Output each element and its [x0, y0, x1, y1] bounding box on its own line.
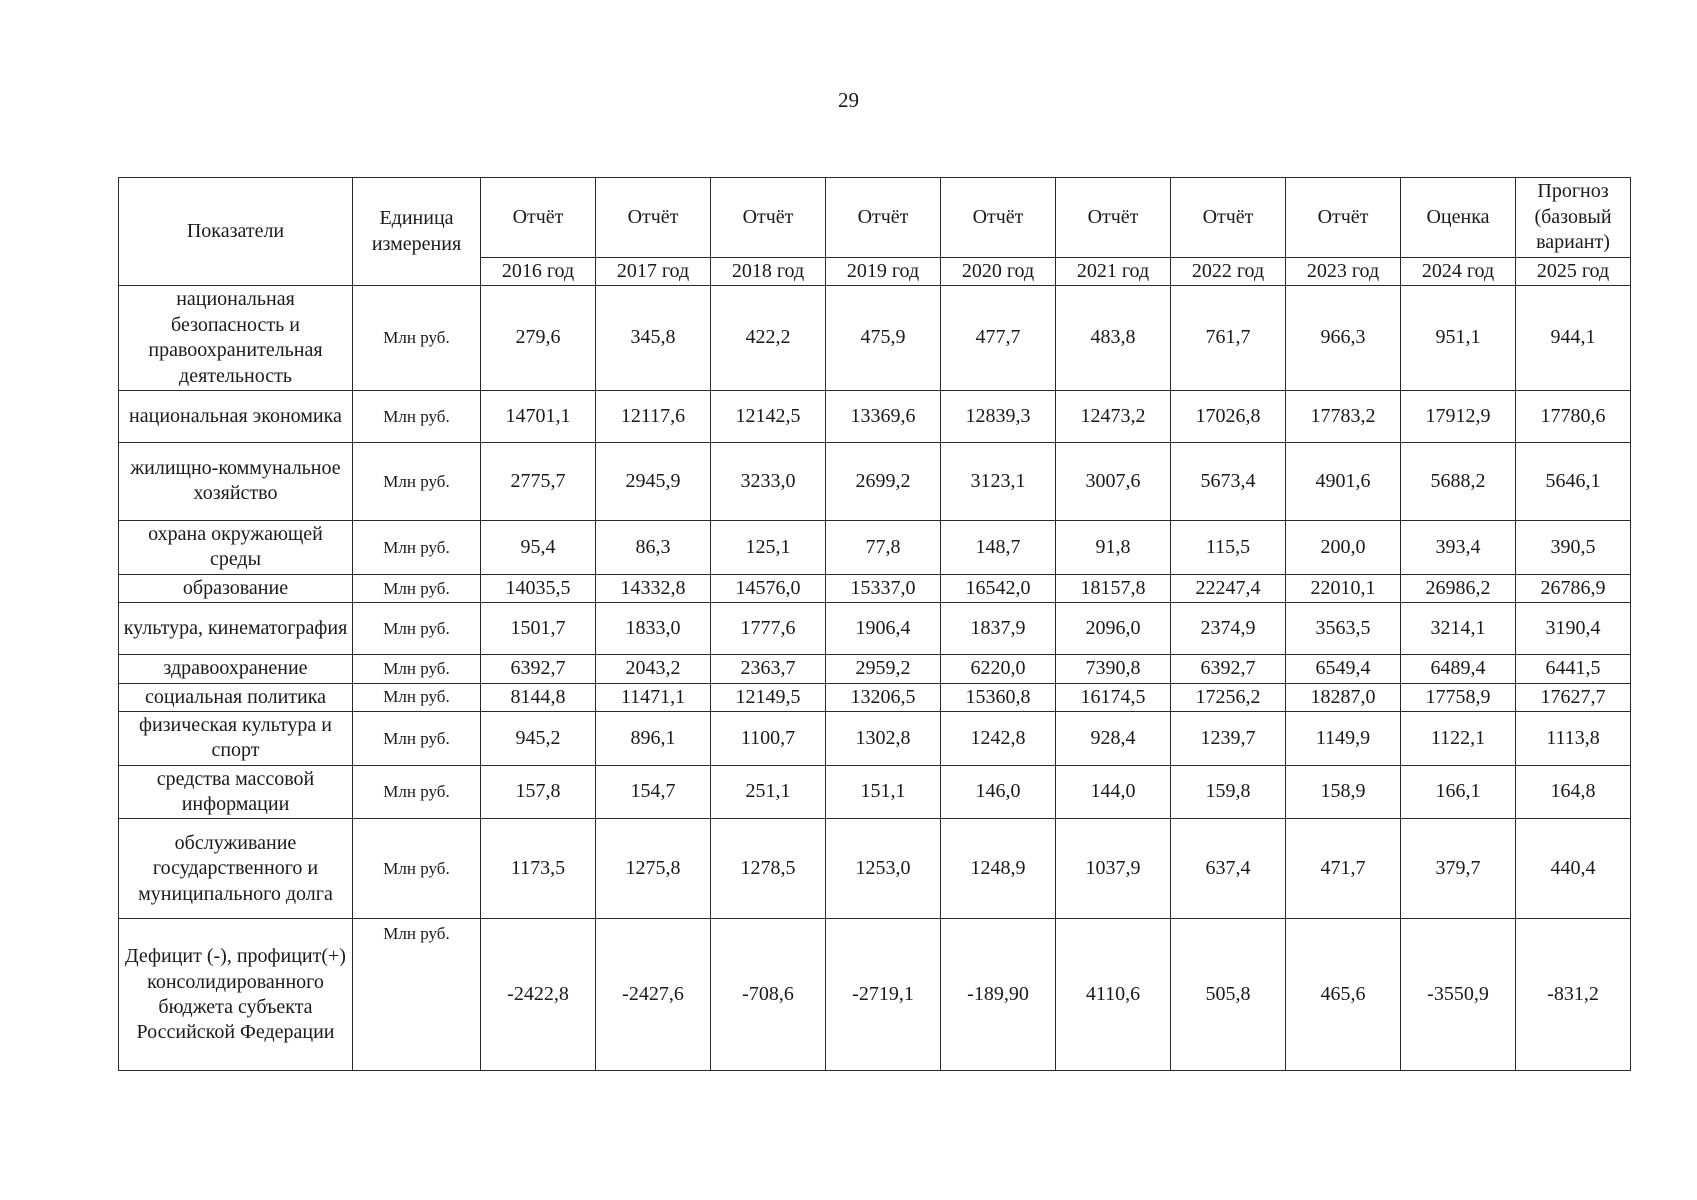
column-year-2016: 2016 год [481, 258, 596, 286]
value-cell: 1837,9 [941, 603, 1056, 655]
value-cell: 18157,8 [1056, 574, 1171, 602]
value-cell: 77,8 [826, 520, 941, 574]
value-cell: 6549,4 [1286, 655, 1401, 683]
value-cell: 17912,9 [1401, 390, 1516, 442]
value-cell: 125,1 [711, 520, 826, 574]
row-unit: Млн руб. [353, 390, 481, 442]
value-cell: 440,4 [1516, 819, 1631, 919]
value-cell: -2427,6 [596, 919, 711, 1071]
value-cell: 5673,4 [1171, 442, 1286, 520]
row-unit: Млн руб. [353, 683, 481, 711]
value-cell: 1253,0 [826, 819, 941, 919]
value-cell: 390,5 [1516, 520, 1631, 574]
value-cell: 4110,6 [1056, 919, 1171, 1071]
value-cell: 1501,7 [481, 603, 596, 655]
budget-expenditure-table [118, 177, 1631, 1071]
table-row [119, 819, 1631, 919]
value-cell: 17026,8 [1171, 390, 1286, 442]
value-cell: 2043,2 [596, 655, 711, 683]
value-cell: 944,1 [1516, 286, 1631, 391]
row-label: Дефицит (-), профицит(+) консолидированного бюджета субъекта Российской Федерации [119, 919, 353, 1071]
table-row [119, 711, 1631, 765]
value-cell: 505,8 [1171, 919, 1286, 1071]
column-year-2017: 2017 год [596, 258, 711, 286]
value-cell: 2374,9 [1171, 603, 1286, 655]
value-cell: 966,3 [1286, 286, 1401, 391]
value-cell: -2422,8 [481, 919, 596, 1071]
value-cell: 16174,5 [1056, 683, 1171, 711]
indicator-column-header: Показатели [119, 178, 353, 286]
value-cell: 3007,6 [1056, 442, 1171, 520]
value-cell: 3563,5 [1286, 603, 1401, 655]
row-unit: Млн руб. [353, 286, 481, 391]
value-cell: 17758,9 [1401, 683, 1516, 711]
value-cell: 6489,4 [1401, 655, 1516, 683]
column-year-2024: 2024 год [1401, 258, 1516, 286]
value-cell: 951,1 [1401, 286, 1516, 391]
value-cell: 1239,7 [1171, 711, 1286, 765]
value-cell: 144,0 [1056, 765, 1171, 819]
value-cell: 14576,0 [711, 574, 826, 602]
table-row [119, 919, 1631, 1071]
value-cell: 15337,0 [826, 574, 941, 602]
value-cell: 3214,1 [1401, 603, 1516, 655]
value-cell: 115,5 [1171, 520, 1286, 574]
value-cell: 12142,5 [711, 390, 826, 442]
value-cell: 164,8 [1516, 765, 1631, 819]
row-unit: Млн руб. [353, 711, 481, 765]
table-row [119, 683, 1631, 711]
value-cell: 1113,8 [1516, 711, 1631, 765]
value-cell: 14035,5 [481, 574, 596, 602]
row-unit: Млн руб. [353, 574, 481, 602]
row-unit: Млн руб. [353, 919, 481, 1071]
row-label: образование [119, 574, 353, 602]
value-cell: 1173,5 [481, 819, 596, 919]
value-cell: 1122,1 [1401, 711, 1516, 765]
table-row [119, 603, 1631, 655]
value-cell: 12117,6 [596, 390, 711, 442]
row-label: социальная политика [119, 683, 353, 711]
column-type-2017: Отчёт [596, 178, 711, 258]
value-cell: 86,3 [596, 520, 711, 574]
value-cell: 483,8 [1056, 286, 1171, 391]
column-year-2022: 2022 год [1171, 258, 1286, 286]
value-cell: 6392,7 [1171, 655, 1286, 683]
value-cell: 26986,2 [1401, 574, 1516, 602]
value-cell: 6220,0 [941, 655, 1056, 683]
value-cell: 91,8 [1056, 520, 1171, 574]
column-year-2025: 2025 год [1516, 258, 1631, 286]
value-cell: 471,7 [1286, 819, 1401, 919]
unit-column-header: Единица измерения [353, 178, 481, 286]
value-cell: 896,1 [596, 711, 711, 765]
table-row [119, 520, 1631, 574]
value-cell: 945,2 [481, 711, 596, 765]
value-cell: 146,0 [941, 765, 1056, 819]
value-cell: 8144,8 [481, 683, 596, 711]
value-cell: 200,0 [1286, 520, 1401, 574]
value-cell: 1302,8 [826, 711, 941, 765]
table-row [119, 286, 1631, 391]
column-type-2024: Оценка [1401, 178, 1516, 258]
row-label: здравоохранение [119, 655, 353, 683]
table-row [119, 390, 1631, 442]
value-cell: 1278,5 [711, 819, 826, 919]
row-label: обслуживание государственного и муниципального долга [119, 819, 353, 919]
value-cell: 151,1 [826, 765, 941, 819]
value-cell: 475,9 [826, 286, 941, 391]
column-type-2022: Отчёт [1171, 178, 1286, 258]
value-cell: 7390,8 [1056, 655, 1171, 683]
value-cell: 422,2 [711, 286, 826, 391]
row-label: национальная безопасность и правоохранительная деятельность [119, 286, 353, 391]
value-cell: 393,4 [1401, 520, 1516, 574]
value-cell: 13206,5 [826, 683, 941, 711]
value-cell: 159,8 [1171, 765, 1286, 819]
value-cell: 1248,9 [941, 819, 1056, 919]
row-label: национальная экономика [119, 390, 353, 442]
value-cell: 465,6 [1286, 919, 1401, 1071]
value-cell: 15360,8 [941, 683, 1056, 711]
value-cell: 279,6 [481, 286, 596, 391]
row-label: физическая культура и спорт [119, 711, 353, 765]
row-label: жилищно-коммунальное хозяйство [119, 442, 353, 520]
value-cell: 2699,2 [826, 442, 941, 520]
value-cell: 166,1 [1401, 765, 1516, 819]
row-unit: Млн руб. [353, 819, 481, 919]
row-label: охрана окружающей среды [119, 520, 353, 574]
row-unit: Млн руб. [353, 655, 481, 683]
value-cell: 637,4 [1171, 819, 1286, 919]
row-label: культура, кинематография [119, 603, 353, 655]
column-type-2019: Отчёт [826, 178, 941, 258]
value-cell: 6441,5 [1516, 655, 1631, 683]
value-cell: 477,7 [941, 286, 1056, 391]
value-cell: -831,2 [1516, 919, 1631, 1071]
value-cell: 6392,7 [481, 655, 596, 683]
column-type-2020: Отчёт [941, 178, 1056, 258]
row-label: средства массовой информации [119, 765, 353, 819]
value-cell: 928,4 [1056, 711, 1171, 765]
value-cell: 154,7 [596, 765, 711, 819]
value-cell: 2959,2 [826, 655, 941, 683]
column-year-2021: 2021 год [1056, 258, 1171, 286]
value-cell: 17256,2 [1171, 683, 1286, 711]
value-cell: 17780,6 [1516, 390, 1631, 442]
value-cell: 1906,4 [826, 603, 941, 655]
row-unit: Млн руб. [353, 603, 481, 655]
header-row-type [119, 178, 1631, 258]
value-cell: 22247,4 [1171, 574, 1286, 602]
value-cell: 12473,2 [1056, 390, 1171, 442]
value-cell: 5646,1 [1516, 442, 1631, 520]
value-cell: 345,8 [596, 286, 711, 391]
value-cell: 1100,7 [711, 711, 826, 765]
value-cell: 2945,9 [596, 442, 711, 520]
value-cell: -2719,1 [826, 919, 941, 1071]
value-cell: 1275,8 [596, 819, 711, 919]
value-cell: 26786,9 [1516, 574, 1631, 602]
column-type-2018: Отчёт [711, 178, 826, 258]
value-cell: 13369,6 [826, 390, 941, 442]
value-cell: 5688,2 [1401, 442, 1516, 520]
value-cell: 11471,1 [596, 683, 711, 711]
column-year-2019: 2019 год [826, 258, 941, 286]
value-cell: 12149,5 [711, 683, 826, 711]
value-cell: -708,6 [711, 919, 826, 1071]
value-cell: 17627,7 [1516, 683, 1631, 711]
value-cell: 379,7 [1401, 819, 1516, 919]
value-cell: 761,7 [1171, 286, 1286, 391]
value-cell: 1037,9 [1056, 819, 1171, 919]
column-type-2023: Отчёт [1286, 178, 1401, 258]
value-cell: 16542,0 [941, 574, 1056, 602]
value-cell: -189,90 [941, 919, 1056, 1071]
value-cell: 17783,2 [1286, 390, 1401, 442]
column-type-2021: Отчёт [1056, 178, 1171, 258]
table-row [119, 655, 1631, 683]
column-year-2020: 2020 год [941, 258, 1056, 286]
table-row [119, 574, 1631, 602]
table-row [119, 442, 1631, 520]
value-cell: 2775,7 [481, 442, 596, 520]
page-number: 29 [838, 88, 859, 112]
value-cell: 12839,3 [941, 390, 1056, 442]
row-unit: Млн руб. [353, 520, 481, 574]
value-cell: 3233,0 [711, 442, 826, 520]
row-unit: Млн руб. [353, 765, 481, 819]
value-cell: 2363,7 [711, 655, 826, 683]
value-cell: 1777,6 [711, 603, 826, 655]
column-type-2025: Прогноз (базовый вариант) [1516, 178, 1631, 258]
column-year-2018: 2018 год [711, 258, 826, 286]
value-cell: 3123,1 [941, 442, 1056, 520]
value-cell: -3550,9 [1401, 919, 1516, 1071]
value-cell: 4901,6 [1286, 442, 1401, 520]
value-cell: 14701,1 [481, 390, 596, 442]
column-year-2023: 2023 год [1286, 258, 1401, 286]
value-cell: 251,1 [711, 765, 826, 819]
value-cell: 18287,0 [1286, 683, 1401, 711]
value-cell: 157,8 [481, 765, 596, 819]
value-cell: 3190,4 [1516, 603, 1631, 655]
row-unit: Млн руб. [353, 442, 481, 520]
table-row [119, 765, 1631, 819]
value-cell: 158,9 [1286, 765, 1401, 819]
value-cell: 148,7 [941, 520, 1056, 574]
value-cell: 1833,0 [596, 603, 711, 655]
value-cell: 1149,9 [1286, 711, 1401, 765]
value-cell: 22010,1 [1286, 574, 1401, 602]
value-cell: 2096,0 [1056, 603, 1171, 655]
value-cell: 95,4 [481, 520, 596, 574]
table-body [119, 286, 1631, 1071]
value-cell: 1242,8 [941, 711, 1056, 765]
value-cell: 14332,8 [596, 574, 711, 602]
column-type-2016: Отчёт [481, 178, 596, 258]
